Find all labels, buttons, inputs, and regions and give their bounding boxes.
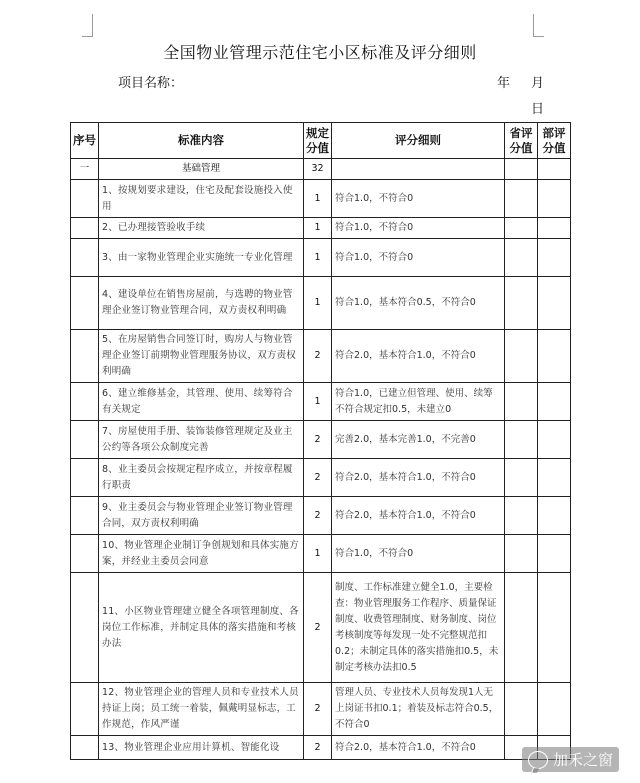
table-row bbox=[71, 239, 571, 277]
year-label: 年 bbox=[497, 76, 511, 91]
row-score: 2 bbox=[304, 573, 332, 683]
row-ministry-score bbox=[538, 421, 571, 459]
row-seq bbox=[71, 736, 99, 760]
row-score: 2 bbox=[304, 497, 332, 535]
section-name: 基础管理 bbox=[99, 159, 304, 180]
row-standard: 4、建设单位在销售房屋前，与选聘的物业管理企业签订物业管理合同，双方责权利明确 bbox=[99, 277, 304, 330]
row-ministry-score bbox=[538, 383, 571, 421]
table-row bbox=[71, 497, 571, 535]
row-provincial-score bbox=[505, 383, 538, 421]
row-seq bbox=[71, 421, 99, 459]
row-provincial-score bbox=[505, 497, 538, 535]
row-score: 1 bbox=[304, 239, 332, 277]
row-score: 2 bbox=[304, 459, 332, 497]
project-name-label: 项目名称： bbox=[118, 76, 184, 91]
row-ministry-score bbox=[538, 218, 571, 239]
scoring-table bbox=[70, 122, 571, 760]
header-provincial-score: 省评分值 bbox=[505, 123, 538, 159]
row-criteria: 符合1.0，不符合0 bbox=[332, 535, 505, 573]
row-seq bbox=[71, 459, 99, 497]
row-ministry-score bbox=[538, 239, 571, 277]
crop-mark-top-left bbox=[82, 14, 93, 37]
table-row bbox=[71, 180, 571, 218]
row-criteria: 制度、工作标准建立健全1.0，主要检查：物业管理服务工作程序、质量保证制度、收费管理制度、财务制度、岗位考核制度等每发现一处不完整规范扣0.2；未制定具体的落实措施扣0.5，未制定考核办法扣0.5 bbox=[332, 573, 505, 683]
row-score: 2 bbox=[304, 736, 332, 760]
row-criteria: 符合1.0，不符合0 bbox=[332, 239, 505, 277]
table-row bbox=[71, 573, 571, 683]
row-ministry-score bbox=[538, 330, 571, 383]
row-criteria: 符合2.0，基本符合1.0，不符合0 bbox=[332, 736, 505, 760]
row-standard: 8、业主委员会按规定程序成立，并按章程履行职责 bbox=[99, 459, 304, 497]
row-criteria: 符合2.0，基本符合1.0，不符合0 bbox=[332, 459, 505, 497]
month-label: 月 bbox=[531, 76, 545, 91]
row-score: 1 bbox=[304, 535, 332, 573]
row-standard: 3、由一家物业管理企业实施统一专业化管理 bbox=[99, 239, 304, 277]
row-score: 2 bbox=[304, 421, 332, 459]
row-provincial-score bbox=[505, 535, 538, 573]
row-seq bbox=[71, 573, 99, 683]
header-score: 规定分值 bbox=[304, 123, 332, 159]
row-seq bbox=[71, 218, 99, 239]
row-standard: 7、房屋使用手册、装饰装修管理规定及业主公约等各项公众制度完善 bbox=[99, 421, 304, 459]
watermark-badge bbox=[522, 747, 619, 772]
table-row bbox=[71, 218, 571, 239]
row-seq bbox=[71, 683, 99, 736]
row-provincial-score bbox=[505, 277, 538, 330]
row-criteria: 符合1.0，不符合0 bbox=[332, 180, 505, 218]
section-score: 32 bbox=[304, 159, 332, 180]
header-criteria: 评分细则 bbox=[332, 123, 505, 159]
row-provincial-score bbox=[505, 239, 538, 277]
header-standard: 标准内容 bbox=[99, 123, 304, 159]
row-score: 1 bbox=[304, 218, 332, 239]
header-seq: 序号 bbox=[71, 123, 99, 159]
day-label: 日 bbox=[531, 102, 545, 117]
row-provincial-score bbox=[505, 330, 538, 383]
row-provincial-score bbox=[505, 218, 538, 239]
row-score: 2 bbox=[304, 683, 332, 736]
row-ministry-score bbox=[538, 573, 571, 683]
row-criteria: 完善2.0，基本完善1.0，不完善0 bbox=[332, 421, 505, 459]
row-standard: 10、物业管理企业制订争创规划和具体实施方案，并经业主委员会同意 bbox=[99, 535, 304, 573]
row-standard: 2、已办理接管验收手续 bbox=[99, 218, 304, 239]
row-ministry-score bbox=[538, 459, 571, 497]
row-standard: 1、按规划要求建设，住宅及配套设施投入使用 bbox=[99, 180, 304, 218]
row-standard: 5、在房屋销售合同签订时，购房人与物业管理企业签订前期物业管理服务协议，双方责权利明确 bbox=[99, 330, 304, 383]
row-criteria: 符合2.0，基本符合1.0，不符合0 bbox=[332, 330, 505, 383]
watermark-text: 加禾之窗 bbox=[553, 751, 614, 769]
row-standard: 12、物业管理企业的管理人员和专业技术人员持证上岗；员工统一着装，佩戴明显标志，工作规范，作风严谨 bbox=[99, 683, 304, 736]
row-criteria: 符合2.0，基本符合1.0，不符合0 bbox=[332, 497, 505, 535]
table-header-row bbox=[71, 123, 571, 159]
row-standard: 11、小区物业管理建立健全各项管理制度、各岗位工作标准，并制定具体的落实措施和考核办法 bbox=[99, 573, 304, 683]
table-row bbox=[71, 330, 571, 383]
row-ministry-score bbox=[538, 180, 571, 218]
table-row bbox=[71, 383, 571, 421]
row-provincial-score bbox=[505, 573, 538, 683]
row-criteria: 符合1.0，基本符合0.5，不符合0 bbox=[332, 277, 505, 330]
table-row bbox=[71, 459, 571, 497]
row-seq bbox=[71, 330, 99, 383]
row-seq bbox=[71, 239, 99, 277]
row-score: 2 bbox=[304, 330, 332, 383]
row-standard: 13、物业管理企业应用计算机、智能化设 bbox=[99, 736, 304, 760]
row-score: 1 bbox=[304, 277, 332, 330]
row-criteria: 符合1.0，已建立但管理、使用、续筹不符合规定扣0.5，未建立0 bbox=[332, 383, 505, 421]
row-seq bbox=[71, 180, 99, 218]
section-row bbox=[71, 159, 571, 180]
row-ministry-score bbox=[538, 535, 571, 573]
header-ministry-score: 部评分值 bbox=[538, 123, 571, 159]
chat-bubble-icon bbox=[528, 751, 548, 769]
document-title: 全国物业管理示范住宅小区标准及评分细则 bbox=[163, 43, 477, 62]
table-row bbox=[71, 736, 571, 760]
row-criteria: 管理人员、专业技术人员每发现1人无上岗证书扣0.1；着装及标志符合0.5，不符合0 bbox=[332, 683, 505, 736]
row-score: 1 bbox=[304, 383, 332, 421]
table-row bbox=[71, 683, 571, 736]
row-seq bbox=[71, 383, 99, 421]
crop-mark-top-right bbox=[533, 14, 544, 37]
row-provincial-score bbox=[505, 459, 538, 497]
table-row bbox=[71, 535, 571, 573]
row-seq bbox=[71, 535, 99, 573]
row-seq bbox=[71, 277, 99, 330]
row-seq bbox=[71, 497, 99, 535]
row-standard: 9、业主委员会与物业管理企业签订物业管理合同，双方责权利明确 bbox=[99, 497, 304, 535]
row-ministry-score bbox=[538, 683, 571, 736]
row-provincial-score bbox=[505, 421, 538, 459]
row-provincial-score bbox=[505, 180, 538, 218]
row-score: 1 bbox=[304, 180, 332, 218]
row-provincial-score bbox=[505, 683, 538, 736]
row-standard: 6、建立维修基金，其管理、使用、续筹符合有关规定 bbox=[99, 383, 304, 421]
table-row bbox=[71, 421, 571, 459]
row-criteria: 符合1.0，不符合0 bbox=[332, 218, 505, 239]
table-row bbox=[71, 277, 571, 330]
row-ministry-score bbox=[538, 277, 571, 330]
row-ministry-score bbox=[538, 497, 571, 535]
section-seq: 一 bbox=[71, 159, 99, 180]
